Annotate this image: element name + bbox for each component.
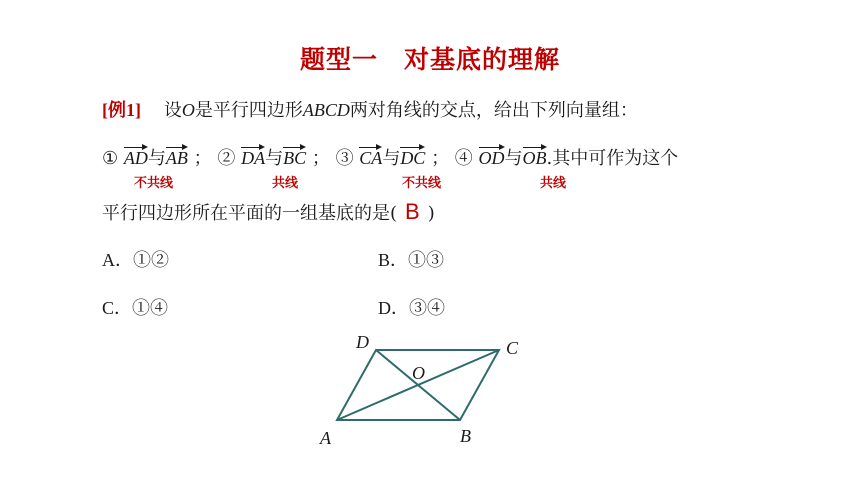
vector-da: DA bbox=[241, 148, 266, 168]
stem-point-o: O bbox=[181, 100, 195, 120]
stem-parallelogram: ABCD bbox=[302, 100, 350, 120]
slide-title: 题型一 对基底的理解 bbox=[299, 45, 560, 74]
answer-mark: B bbox=[405, 199, 420, 224]
vector-ad: AD bbox=[123, 148, 148, 168]
vector-od: OD bbox=[478, 148, 505, 168]
diagonal-bd bbox=[376, 350, 460, 420]
vector-dc: DC bbox=[400, 148, 426, 168]
pair-1: ① AD与AB ； bbox=[102, 148, 212, 169]
point-label-o: O bbox=[412, 363, 425, 383]
pair-3: ③ CA与DC ； bbox=[335, 148, 450, 169]
tail-text: 平行四边形所在平面的一组基底的是( bbox=[102, 203, 398, 224]
pair-2: ② DA与BC ； bbox=[217, 148, 330, 169]
point-label-b: B bbox=[460, 426, 471, 446]
annotation-pair-3: 不共线 bbox=[402, 176, 442, 191]
option-b[interactable]: B．①③ bbox=[378, 250, 445, 270]
stem-text: 是平行四边形 bbox=[194, 100, 303, 121]
stem-text: 设 bbox=[163, 100, 182, 121]
point-label-c: C bbox=[506, 338, 519, 358]
option-a[interactable]: A．①② bbox=[102, 250, 169, 270]
vector-ca: CA bbox=[359, 148, 383, 168]
pair-4: ④ OD与OB.其中可作为这个 bbox=[454, 148, 679, 169]
annotation-pair-4: 共线 bbox=[540, 176, 567, 191]
point-label-a: A bbox=[320, 428, 331, 448]
tail-close: ) bbox=[427, 203, 435, 224]
point-label-d: D bbox=[356, 332, 369, 352]
vector-ab: AB bbox=[165, 148, 188, 168]
vector-ob: OB bbox=[522, 148, 547, 168]
annotation-pair-2: 共线 bbox=[272, 176, 299, 191]
stem-text: 两对角线的交点，给出下列向量组： bbox=[349, 100, 638, 121]
option-c[interactable]: C．①④ bbox=[102, 298, 169, 318]
option-d[interactable]: D．③④ bbox=[378, 298, 445, 318]
vector-bc: BC bbox=[283, 148, 307, 168]
example-label: [例1] bbox=[102, 100, 141, 120]
annotation-pair-1: 不共线 bbox=[134, 176, 174, 191]
